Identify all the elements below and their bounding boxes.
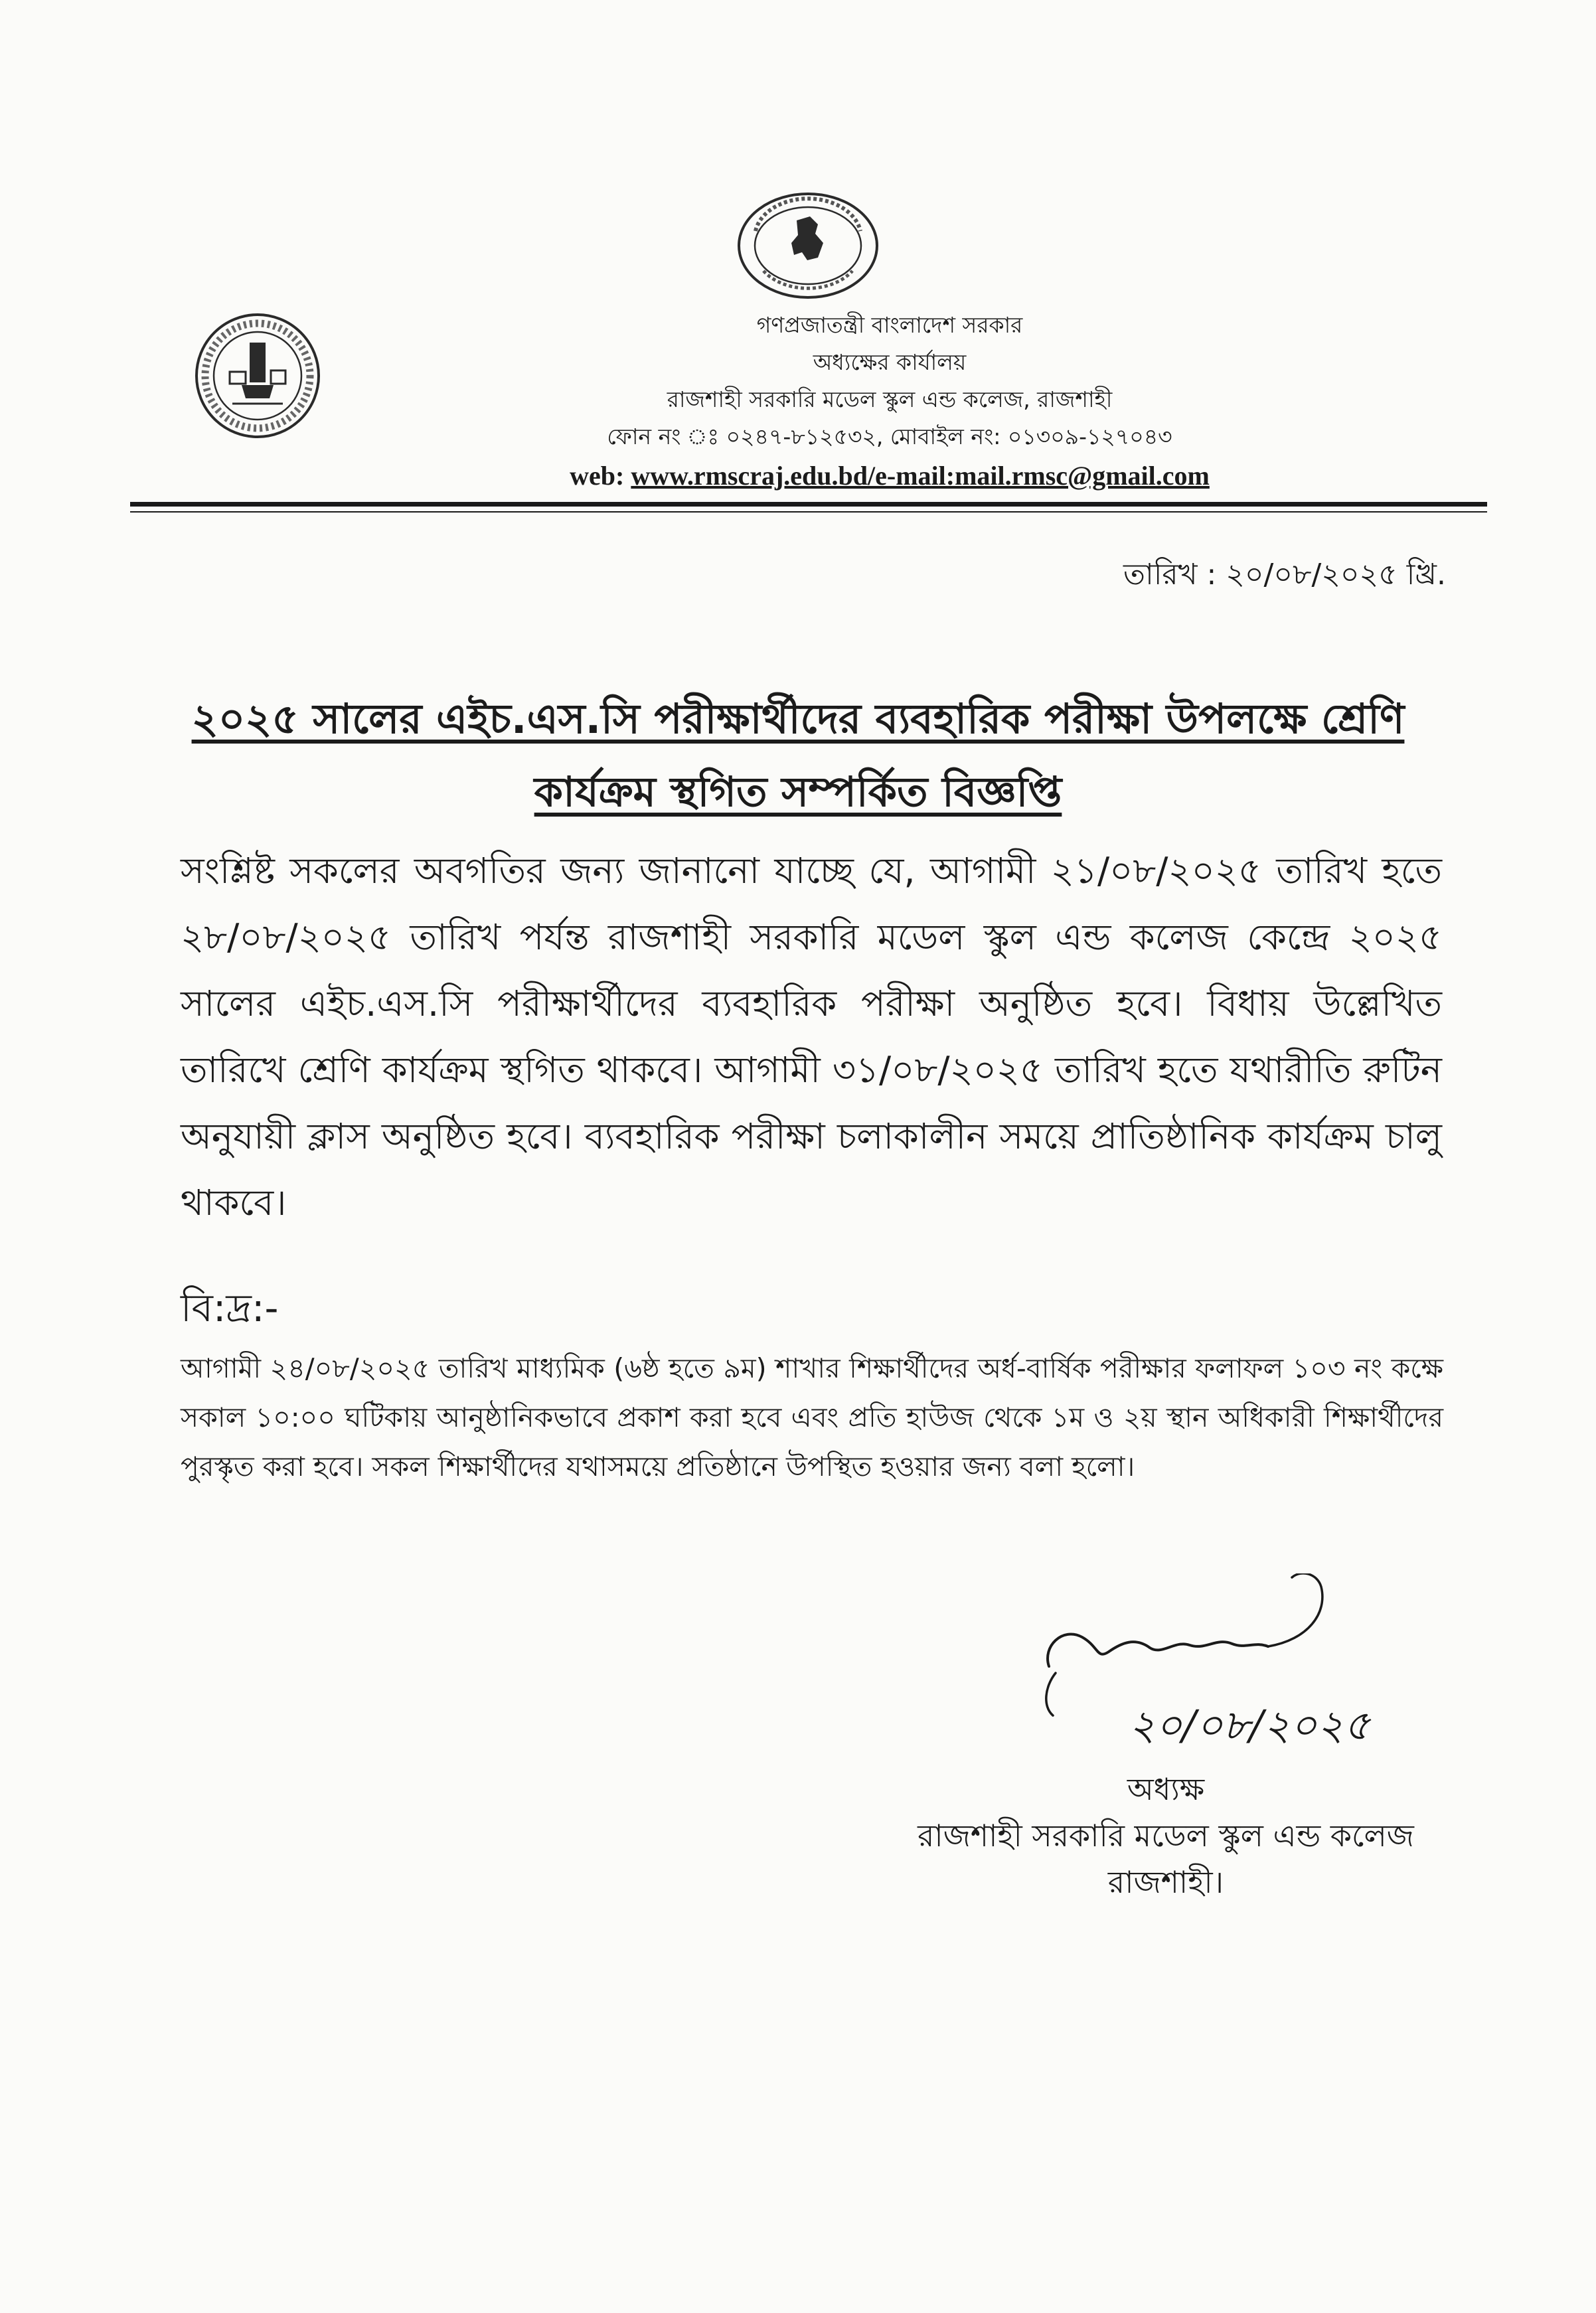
signatory-title: অধ্যক্ষ xyxy=(1127,1771,1205,1807)
signatory-city: রাজশাহী। xyxy=(1107,1864,1224,1900)
signatory-block xyxy=(874,1766,1458,1905)
letterhead xyxy=(372,307,1407,497)
note-text: আগামী ২৪/০৮/২০২৫ তারিখ মাধ্যমিক (৬ষ্ঠ হতে ৯ম) শাখার শিক্ষার্থীদের অর্ধ-বার্ষিক পরীক্ষার ফলাফল ১০৩ নং কক্ষে সকাল ১০:০০ ঘটিকায় আনুষ্ঠানিকভাবে প্রকাশ করা হবে এবং প্রতি হাউজ থেকে ১ম ও ২য় স্থান অধিকারী শিক্ষার্থীদের পুরস্কৃত করা হবে। সকল শিক্ষার্থীদের যথাসময়ে প্রতিষ্ঠানে উপস্থিত হওয়ার জন্য বলা হলো। xyxy=(181,1352,1443,1482)
government-name: গণপ্রজাতন্ত্রী বাংলাদেশ সরকার xyxy=(756,312,1023,338)
heading-line-1: ২০২৫ সালের এইচ.এস.সি পরীক্ষার্থীদের ব্যবহারিক পরীক্ষা উপলক্ষে শ্রেণি xyxy=(191,694,1405,743)
handwritten-signature xyxy=(1036,1573,1447,1773)
government-seal-icon xyxy=(736,191,880,300)
notice-heading xyxy=(126,682,1470,829)
signature-date: ২০/০৮/২০২৫ xyxy=(1129,1701,1371,1749)
note-label: বি:দ্র:- xyxy=(181,1285,279,1330)
header-divider-thin xyxy=(130,511,1487,513)
signatory-institution: রাজশাহী সরকারি মডেল স্কুল এন্ড কলেজ xyxy=(918,1818,1414,1854)
contact-phone: ফোন নং ঃ ০২৪৭-৮১২৫৩২, মোবাইল নং: ০১৩০৯-১২৭০৪৩ xyxy=(607,424,1172,449)
contact-web xyxy=(372,455,1407,497)
heading-line-2: কার্যক্রম স্থগিত সম্পর্কিত বিজ্ঞপ্তি xyxy=(534,767,1062,816)
web-link[interactable]: www.rmscraj.edu.bd/e-mail:mail.rmsc@gmail.com xyxy=(631,461,1210,491)
office-name: অধ্যক্ষের কার্যালয় xyxy=(813,349,967,375)
header-divider xyxy=(130,502,1487,507)
institution-address: রাজশাহী সরকারি মডেল স্কুল এন্ড কলেজ, রাজশাহী xyxy=(667,386,1113,412)
notice-body: সংশ্লিষ্ট সকলের অবগতির জন্য জানানো যাচ্ছে যে, আগামী ২১/০৮/২০২৫ তারিখ হতে ২৮/০৮/২০২৫ তারিখ পর্যন্ত রাজশাহী সরকারি মডেল স্কুল এন্ড কলেজ কেন্দ্রে ২০২৫ সালের এইচ.এস.সি পরীক্ষার্থীদের ব্যবহারিক পরীক্ষা অনুষ্ঠিত হবে। বিধায় উল্লেখিত তারিখে শ্রেণি কার্যক্রম স্থগিত থাকবে। আগামী ৩১/০৮/২০২৫ তারিখ হতে যথারীতি রুটিন অনুযায়ী ক্লাস অনুষ্ঠিত হবে। ব্যবহারিক পরীক্ষা চলাকালীন সময়ে প্রাতিষ্ঠানিক কার্যক্রম চালু থাকবে। xyxy=(181,850,1442,1224)
web-label: web: xyxy=(570,461,625,491)
school-seal-icon xyxy=(193,311,323,441)
notice-date: তারিখ : ২০/০৮/২০২৫ খ্রি. xyxy=(1123,558,1446,592)
